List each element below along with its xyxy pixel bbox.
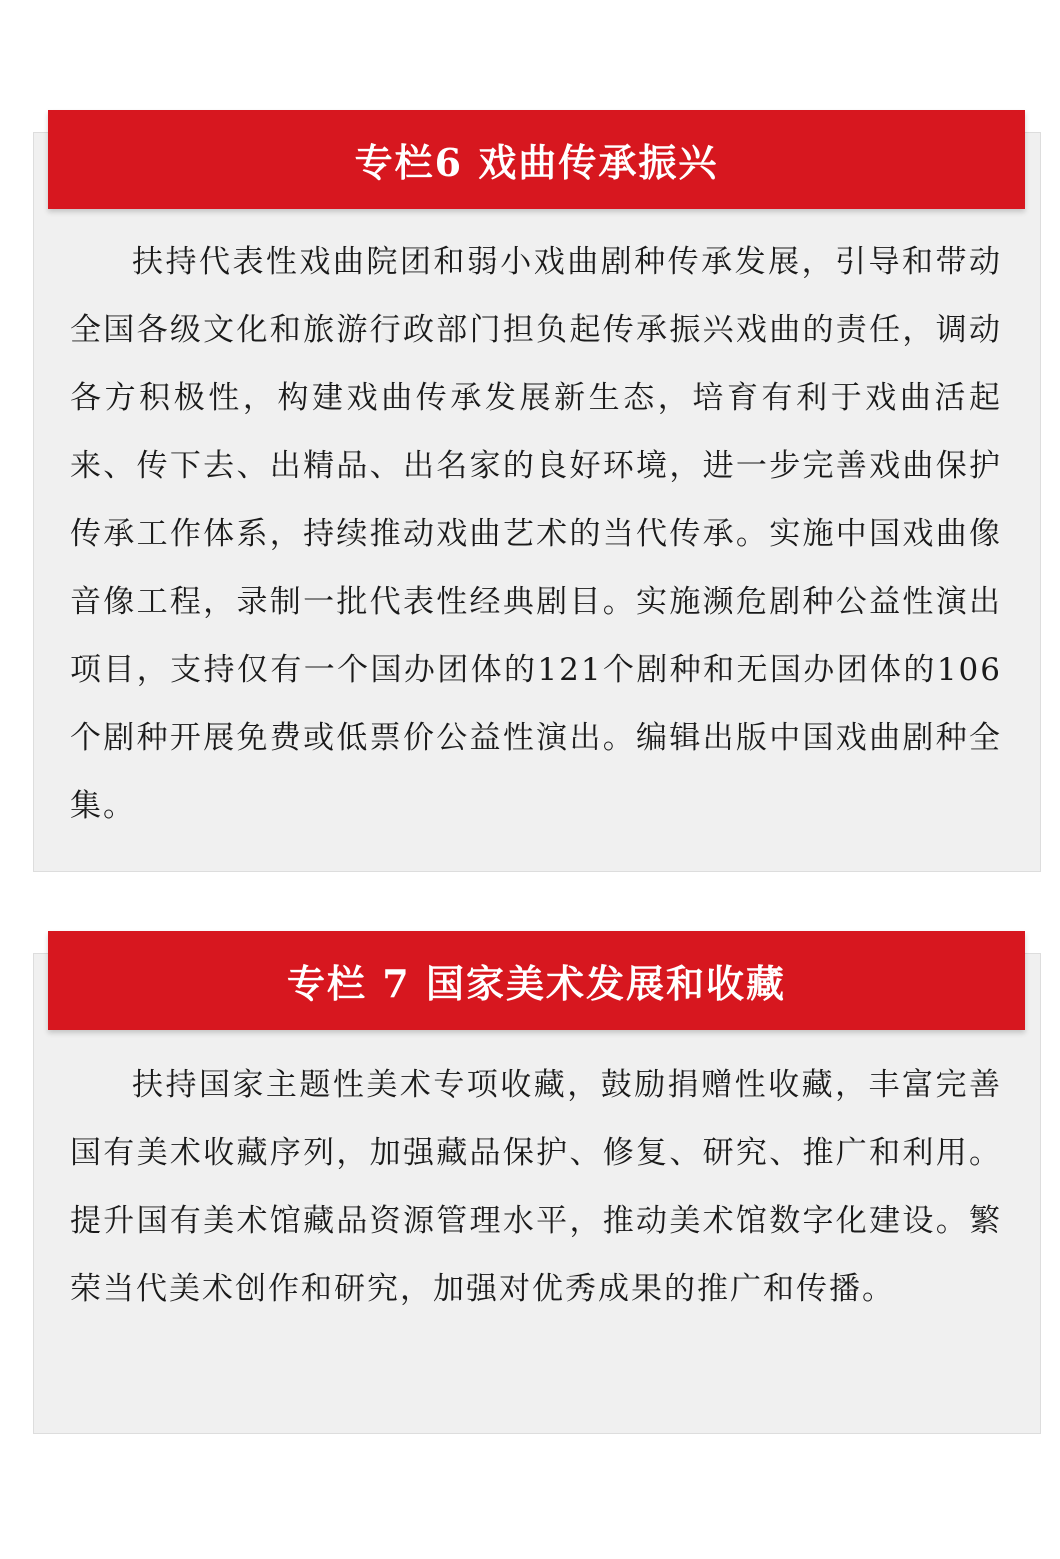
column-7-banner <box>48 931 1025 1030</box>
column-6-body: 扶持代表性戏曲院团和弱小戏曲剧种传承发展，引导和带动全国各级文化和旅游行政部门担负起传承振兴戏曲的责任，调动各方积极性，构建戏曲传承发展新生态，培育有利于戏曲活起来、传下去、出精品、出名家的良好环境，进一步完善戏曲保护传承工作体系，持续推动戏曲艺术的当代传承。实施中国戏曲像音像工程，录制一批代表性经典剧目。实施濒危剧种公益性演出项目，支持仅有一个国办团体的121个剧种和无国办团体的106个剧种开展免费或低票价公益性演出。编辑出版中国戏曲剧种全集。 <box>70 244 1002 824</box>
column-7-body: 扶持国家主题性美术专项收藏，鼓励捐赠性收藏，丰富完善国有美术收藏序列，加强藏品保护、修复、研究、推广和利用。提升国有美术馆藏品资源管理水平，推动美术馆数字化建设。繁荣当代美术创作和研究，加强对优秀成果的推广和传播。 <box>70 1067 1002 1307</box>
column-6-banner <box>48 110 1025 209</box>
column-7-title: 专栏 7 国家美术发展和收藏 <box>287 961 786 1006</box>
column-6-title: 专栏6 戏曲传承振兴 <box>354 140 719 185</box>
